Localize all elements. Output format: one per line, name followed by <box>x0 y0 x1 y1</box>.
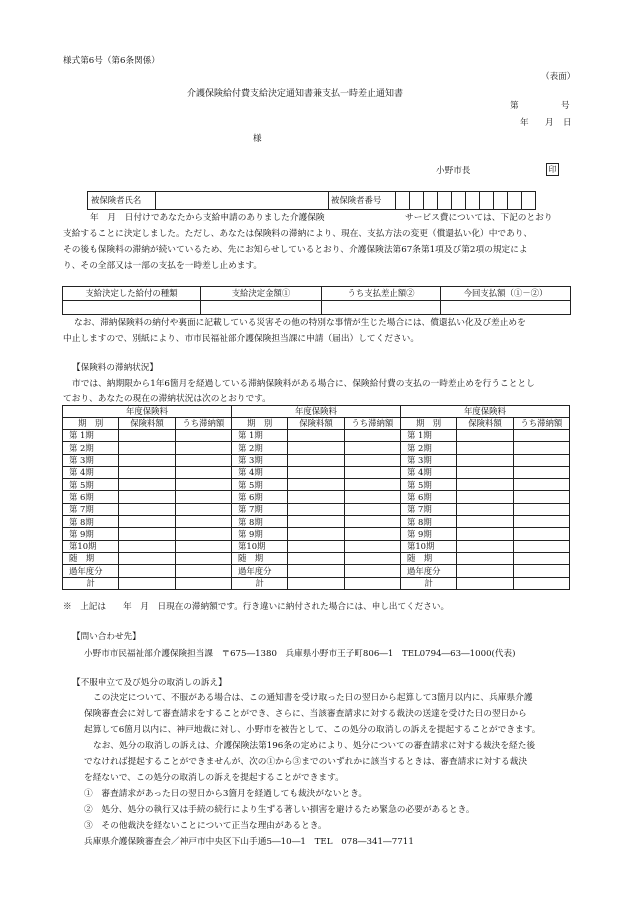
arrears-period-label: 第 3期 <box>231 454 287 466</box>
arrears-premium-cell[interactable] <box>288 565 344 577</box>
arrears-unpaid-cell[interactable] <box>175 442 231 454</box>
arrears-unpaid-cell[interactable] <box>513 466 569 478</box>
arrears-unpaid-cell[interactable] <box>344 442 400 454</box>
arrears-block-title: 年度保険料 <box>400 406 569 418</box>
arrears-unpaid-cell[interactable] <box>175 491 231 503</box>
arrears-total-premium[interactable] <box>288 577 344 589</box>
arrears-premium-cell[interactable] <box>119 454 175 466</box>
arrears-premium-cell[interactable] <box>457 479 513 491</box>
arrears-premium-cell[interactable] <box>119 516 175 528</box>
date-year: 年 <box>520 118 529 128</box>
arrears-premium-cell[interactable] <box>457 528 513 540</box>
note-line-1: なお、滞納保険料の納付や裏面に記載している災害その他の特別な事情が生じた場合には、償還払い化及び差止めを <box>74 318 526 328</box>
number-go: 号 <box>561 101 570 111</box>
arrears-unpaid-cell[interactable] <box>513 503 569 515</box>
insured-table <box>87 191 536 210</box>
arrears-premium-cell[interactable] <box>288 552 344 564</box>
arrears-premium-cell[interactable] <box>457 442 513 454</box>
arrears-col-unpaid: うち滞納額 <box>344 418 400 430</box>
arrears-unpaid-cell[interactable] <box>513 528 569 540</box>
arrears-period-label: 第 7期 <box>400 503 456 515</box>
payment-cell[interactable] <box>201 301 322 315</box>
arrears-premium-cell[interactable] <box>288 503 344 515</box>
arrears-unpaid-cell[interactable] <box>175 552 231 564</box>
arrears-period-label: 第 1期 <box>231 430 287 442</box>
insured-number-digit[interactable] <box>438 192 452 210</box>
arrears-premium-cell[interactable] <box>457 565 513 577</box>
arrears-premium-cell[interactable] <box>119 430 175 442</box>
arrears-period-label: 随 期 <box>63 552 119 564</box>
arrears-period-label: 第10期 <box>231 540 287 552</box>
contact-line: 小野市市民福祉部介護保険担当課 〒675―1380 兵庫県小野市王子町806―1 TEL0794―63―1000(代表) <box>84 649 516 659</box>
arrears-period-label: 第 6期 <box>231 491 287 503</box>
payment-cell[interactable] <box>63 301 201 315</box>
arrears-footnote: ※ 上記は 年 月 日現在の滞納額です。行き違いに納付された場合には、申し出てください。 <box>63 602 450 612</box>
arrears-unpaid-cell[interactable] <box>513 565 569 577</box>
arrears-period-label: 過年度分 <box>231 565 287 577</box>
intro-line-1b: サービス費については、下記のとおり <box>405 213 553 223</box>
arrears-unpaid-cell[interactable] <box>175 565 231 577</box>
intro-line-3: その後も保険料の滞納が続いているため、先にお知らせしているとおり、介護保険法第67条第1項及び第2項の規定によ <box>63 245 528 255</box>
arrears-unpaid-cell[interactable] <box>513 430 569 442</box>
appeal-line: 保険審査会に対して審査請求をすることができ、さらに、当該審査請求に対する裁決の送達を受けた日の翌日から <box>84 709 527 719</box>
arrears-total-premium[interactable] <box>457 577 513 589</box>
arrears-premium-cell[interactable] <box>119 466 175 478</box>
arrears-unpaid-cell[interactable] <box>175 466 231 478</box>
arrears-unpaid-cell[interactable] <box>175 430 231 442</box>
arrears-total-premium[interactable] <box>119 577 175 589</box>
arrears-premium-cell[interactable] <box>457 516 513 528</box>
arrears-col-premium: 保険料額 <box>119 418 175 430</box>
arrears-premium-cell[interactable] <box>288 430 344 442</box>
arrears-period-label: 第 2期 <box>231 442 287 454</box>
intro-line-2: 支給することに決定しました。ただし、あなたは保険料の滞納により、現在、支払方法の変更（償還払い化）中であり、 <box>63 229 533 239</box>
arrears-period-label: 第 8期 <box>63 516 119 528</box>
arrears-unpaid-cell[interactable] <box>344 491 400 503</box>
payment-col-withheld: うち支払差止額② <box>322 287 441 301</box>
intro-line-4: り、その全部又は一部の支払を一時差し止めます。 <box>63 261 263 271</box>
insured-number-digit[interactable] <box>494 192 508 210</box>
arrears-unpaid-cell[interactable] <box>513 491 569 503</box>
arrears-total-unpaid[interactable] <box>513 577 569 589</box>
arrears-premium-cell[interactable] <box>119 503 175 515</box>
arrears-period-label: 過年度分 <box>400 565 456 577</box>
arrears-period-label: 第 7期 <box>63 503 119 515</box>
appeal-line: を経ないで、この処分の取消しの訴えを提起することができます。 <box>84 773 344 783</box>
appeal-line: この決定について、不服がある場合は、この通知書を受け取った日の翌日から起算して3箇月以内に、兵庫県介護 <box>93 693 533 703</box>
insured-number-digit[interactable] <box>480 192 494 210</box>
arrears-premium-cell[interactable] <box>288 528 344 540</box>
appeal-line: 起算して6箇月以内に、神戸地裁に対し、小野市を被告として、この処分の取消しの訴えを提起することができます。 <box>84 725 541 735</box>
arrears-unpaid-cell[interactable] <box>175 528 231 540</box>
arrears-period-label: 第 5期 <box>400 479 456 491</box>
arrears-period-label: 第 3期 <box>63 454 119 466</box>
arrears-period-label: 第 8期 <box>231 516 287 528</box>
arrears-total-unpaid[interactable] <box>344 577 400 589</box>
arrears-period-label: 第 2期 <box>63 442 119 454</box>
arrears-col-unpaid: うち滞納額 <box>513 418 569 430</box>
arrears-unpaid-cell[interactable] <box>344 479 400 491</box>
arrears-period-label: 第 6期 <box>63 491 119 503</box>
arrears-period-label: 随 期 <box>400 552 456 564</box>
insured-number-digit[interactable] <box>424 192 438 210</box>
side-label: （表面） <box>541 72 576 82</box>
intro-line-1a: 年 月 日付けであなたから支給申請のありました介護保険 <box>90 213 325 223</box>
arrears-premium-cell[interactable] <box>119 442 175 454</box>
arrears-heading: 【保険料の滞納状況】 <box>72 363 158 373</box>
arrears-table <box>62 405 570 590</box>
arrears-unpaid-cell[interactable] <box>175 516 231 528</box>
insured-number-digit[interactable] <box>522 192 536 210</box>
payment-cell[interactable] <box>441 301 571 315</box>
arrears-premium-cell[interactable] <box>457 466 513 478</box>
insured-number-digit[interactable] <box>452 192 466 210</box>
arrears-period-label: 過年度分 <box>63 565 119 577</box>
arrears-col-premium: 保険料額 <box>288 418 344 430</box>
insured-number-digit[interactable] <box>396 192 410 210</box>
insured-number-digit[interactable] <box>508 192 522 210</box>
arrears-unpaid-cell[interactable] <box>344 466 400 478</box>
date-month: 月 <box>545 118 554 128</box>
arrears-premium-cell[interactable] <box>119 491 175 503</box>
arrears-premium-cell[interactable] <box>457 503 513 515</box>
arrears-period-label: 第 4期 <box>400 466 456 478</box>
arrears-period-label: 第 4期 <box>63 466 119 478</box>
contact-heading: 【問い合わせ先】 <box>72 632 141 642</box>
appeal-line: でなければ提起することができませんが、次の①から③までのいずれかに該当するときは、審査請求に対する裁決 <box>84 757 528 767</box>
arrears-period-label: 第 9期 <box>400 528 456 540</box>
arrears-unpaid-cell[interactable] <box>344 516 400 528</box>
arrears-premium-cell[interactable] <box>119 552 175 564</box>
insured-number-digit[interactable] <box>466 192 480 210</box>
arrears-premium-cell[interactable] <box>119 528 175 540</box>
arrears-period-label: 第 5期 <box>63 479 119 491</box>
arrears-col-period: 期 別 <box>400 418 456 430</box>
addressee-sama: 様 <box>253 134 262 144</box>
arrears-unpaid-cell[interactable] <box>175 479 231 491</box>
arrears-period-label: 第 1期 <box>63 430 119 442</box>
review-board-contact: 兵庫県介護保険審査会／神戸市中央区下山手通5―10―1 TEL 078―341―7711 <box>84 837 414 847</box>
form-number: 様式第6号（第6条関係） <box>63 56 160 66</box>
arrears-block-title: 年度保険料 <box>63 406 232 418</box>
arrears-unpaid-cell[interactable] <box>344 503 400 515</box>
arrears-period-label: 第 9期 <box>231 528 287 540</box>
arrears-period-label: 随 期 <box>231 552 287 564</box>
arrears-block-title: 年度保険料 <box>231 406 400 418</box>
arrears-period-label: 第10期 <box>63 540 119 552</box>
payment-col-payable: 今回支払額（①－②） <box>441 287 571 301</box>
arrears-period-label: 第10期 <box>400 540 456 552</box>
appeal-item: ③ その他裁決を経ないことについて正当な理由があるとき。 <box>84 821 327 831</box>
arrears-col-premium: 保険料額 <box>457 418 513 430</box>
arrears-premium-cell[interactable] <box>288 442 344 454</box>
arrears-premium-cell[interactable] <box>457 454 513 466</box>
arrears-period-label: 第 4期 <box>231 466 287 478</box>
number-dai: 第 <box>510 101 519 111</box>
arrears-total-label: 計 <box>231 577 287 589</box>
arrears-premium-cell[interactable] <box>288 466 344 478</box>
arrears-premium-cell[interactable] <box>119 565 175 577</box>
arrears-premium-cell[interactable] <box>457 540 513 552</box>
arrears-unpaid-cell[interactable] <box>513 552 569 564</box>
arrears-period-label: 第 6期 <box>400 491 456 503</box>
arrears-premium-cell[interactable] <box>288 516 344 528</box>
arrears-unpaid-cell[interactable] <box>175 454 231 466</box>
arrears-period-label: 第 7期 <box>231 503 287 515</box>
arrears-unpaid-cell[interactable] <box>344 540 400 552</box>
arrears-period-label: 第 8期 <box>400 516 456 528</box>
arrears-premium-cell[interactable] <box>288 540 344 552</box>
payment-cell[interactable] <box>322 301 441 315</box>
arrears-premium-cell[interactable] <box>288 454 344 466</box>
arrears-unpaid-cell[interactable] <box>513 516 569 528</box>
document-title: 介護保険給付費支給決定通知書兼支払一時差止通知書 <box>187 89 404 99</box>
arrears-unpaid-cell[interactable] <box>175 503 231 515</box>
arrears-unpaid-cell[interactable] <box>513 454 569 466</box>
arrears-total-label: 計 <box>400 577 456 589</box>
insured-name-label: 被保険者氏名 <box>88 192 156 210</box>
arrears-premium-cell[interactable] <box>457 430 513 442</box>
arrears-line-2: ており、あなたの現在の滞納状況は次のとおりです。 <box>63 394 271 404</box>
arrears-unpaid-cell[interactable] <box>513 479 569 491</box>
arrears-unpaid-cell[interactable] <box>513 540 569 552</box>
arrears-period-label: 第 1期 <box>400 430 456 442</box>
appeal-heading: 【不服申立て及び処分の取消しの訴え】 <box>72 678 227 688</box>
arrears-unpaid-cell[interactable] <box>344 552 400 564</box>
arrears-unpaid-cell[interactable] <box>344 528 400 540</box>
arrears-period-label: 第 9期 <box>63 528 119 540</box>
arrears-period-label: 第 3期 <box>400 454 456 466</box>
arrears-premium-cell[interactable] <box>288 491 344 503</box>
insured-name-field[interactable] <box>156 192 329 210</box>
arrears-period-label: 第 2期 <box>400 442 456 454</box>
payment-table <box>62 286 571 315</box>
insured-number-label: 被保険者番号 <box>329 192 396 210</box>
arrears-line-1: 市では、納期限から1年6箇月を経過している滞納保険料がある場合に、保険給付費の支払の一時差止めを行うこととし <box>72 379 535 389</box>
arrears-period-label: 第 5期 <box>231 479 287 491</box>
arrears-unpaid-cell[interactable] <box>344 454 400 466</box>
arrears-unpaid-cell[interactable] <box>344 565 400 577</box>
note-line-2: 中止しますので、別紙により、市市民福祉部介護保険担当課に申請（届出）してください。 <box>63 334 420 344</box>
payment-col-amount: 支給決定金額① <box>201 287 322 301</box>
arrears-premium-cell[interactable] <box>119 479 175 491</box>
arrears-premium-cell[interactable] <box>457 491 513 503</box>
appeal-line: なお、処分の取消しの訴えは、介護保険法第196条の定めにより、処分についての審査請求に対する裁決を経た後 <box>93 741 536 751</box>
arrears-premium-cell[interactable] <box>457 552 513 564</box>
arrears-unpaid-cell[interactable] <box>513 442 569 454</box>
appeal-item: ① 審査請求があった日の翌日から3箇月を経過しても裁決がないとき。 <box>84 789 368 799</box>
arrears-premium-cell[interactable] <box>288 479 344 491</box>
arrears-col-period: 期 別 <box>231 418 287 430</box>
arrears-unpaid-cell[interactable] <box>175 540 231 552</box>
payment-col-type: 支給決定した給付の種類 <box>63 287 201 301</box>
mayor-name: 小野市長 <box>436 166 471 176</box>
appeal-item: ② 処分、処分の執行又は手続の続行により生ずる著しい損害を避けるため緊急の必要があるとき。 <box>84 805 475 815</box>
arrears-col-unpaid: うち滞納額 <box>175 418 231 430</box>
arrears-unpaid-cell[interactable] <box>344 430 400 442</box>
arrears-premium-cell[interactable] <box>119 540 175 552</box>
arrears-total-label: 計 <box>63 577 119 589</box>
seal-mark: 印 <box>546 163 559 176</box>
insured-number-digit[interactable] <box>410 192 424 210</box>
date-day: 日 <box>563 118 572 128</box>
arrears-total-unpaid[interactable] <box>175 577 231 589</box>
arrears-col-period: 期 別 <box>63 418 119 430</box>
